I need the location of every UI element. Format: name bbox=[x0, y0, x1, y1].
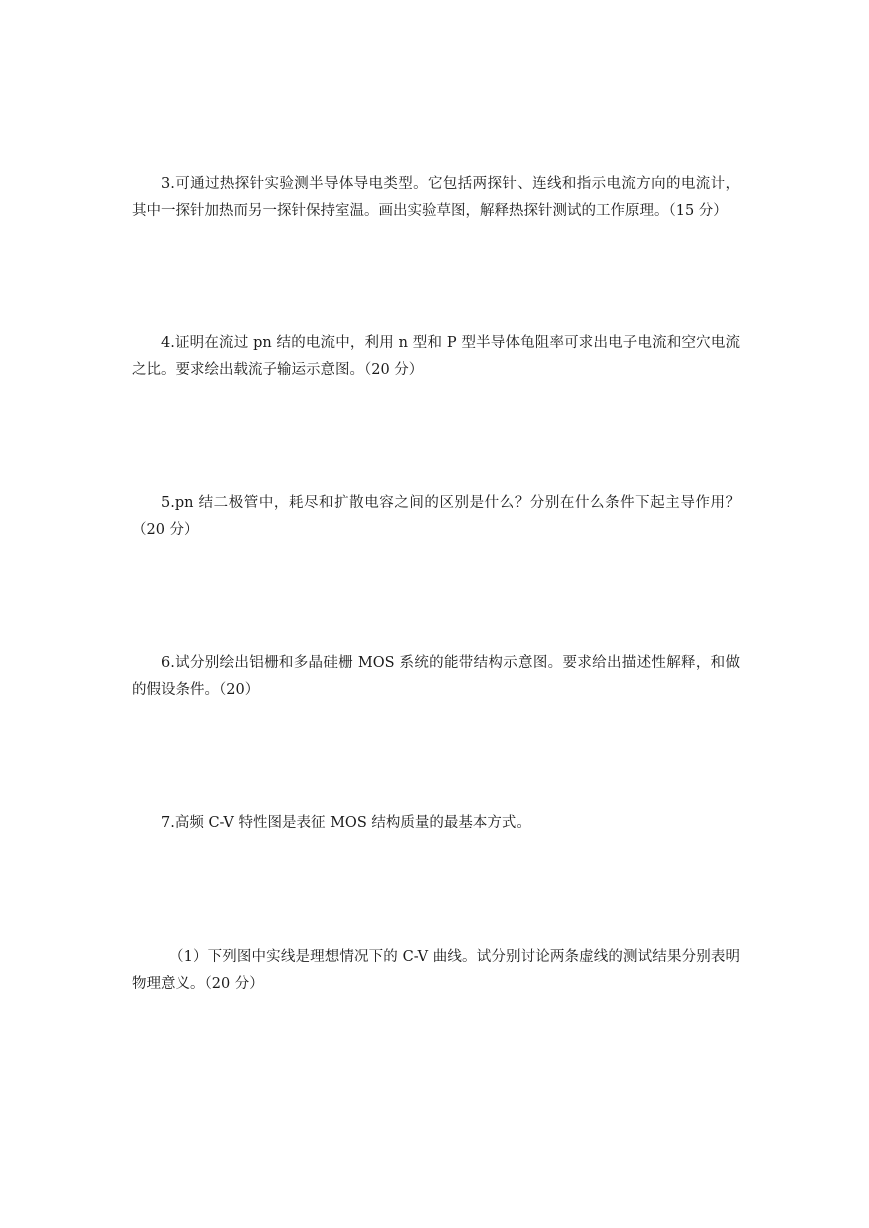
question-number: 5. bbox=[161, 495, 175, 511]
question-4 bbox=[132, 330, 740, 384]
question-6 bbox=[132, 650, 740, 704]
question-3 bbox=[132, 171, 740, 225]
question-text: 下列图中实线是理想情况下的 C-V 曲线。试分别讨论两条虚线的测试结果分别表明物理意义。（20 分） bbox=[132, 949, 740, 992]
question-text: 可通过热探针实验测半导体导电类型。它包括两探针、连线和指示电流方向的电流计，其中一探针加热而另一探针保持室温。画出实验草图，解释热探针测试的工作原理。（15 分） bbox=[132, 176, 740, 219]
question-text: 证明在流过 pn 结的电流中，利用 n 型和 P 型半导体龟阻率可求出电子电流和空穴电流之比。要求绘出载流子输运示意图。（20 分） bbox=[132, 335, 740, 378]
question-text: 试分别绘出铝栅和多晶硅栅 MOS 系统的能带结构示意图。要求给出描述性解释，和做的假设条件。（20） bbox=[132, 655, 740, 698]
question-7 bbox=[132, 810, 740, 837]
question-number: 3. bbox=[161, 176, 175, 192]
question-number: （1） bbox=[169, 949, 208, 965]
question-text: 高频 C-V 特性图是表征 MOS 结构质量的最基本方式。 bbox=[174, 815, 531, 831]
question-number: 4. bbox=[161, 335, 175, 351]
question-text: pn 结二极管中，耗尽和扩散电容之间的区别是什么？分别在什么条件下起主导作用？（20 分） bbox=[132, 495, 740, 538]
question-5 bbox=[132, 490, 740, 544]
question-number: 6. bbox=[161, 655, 175, 671]
question-7-part-1 bbox=[132, 944, 740, 998]
question-number: 7. bbox=[161, 815, 175, 831]
